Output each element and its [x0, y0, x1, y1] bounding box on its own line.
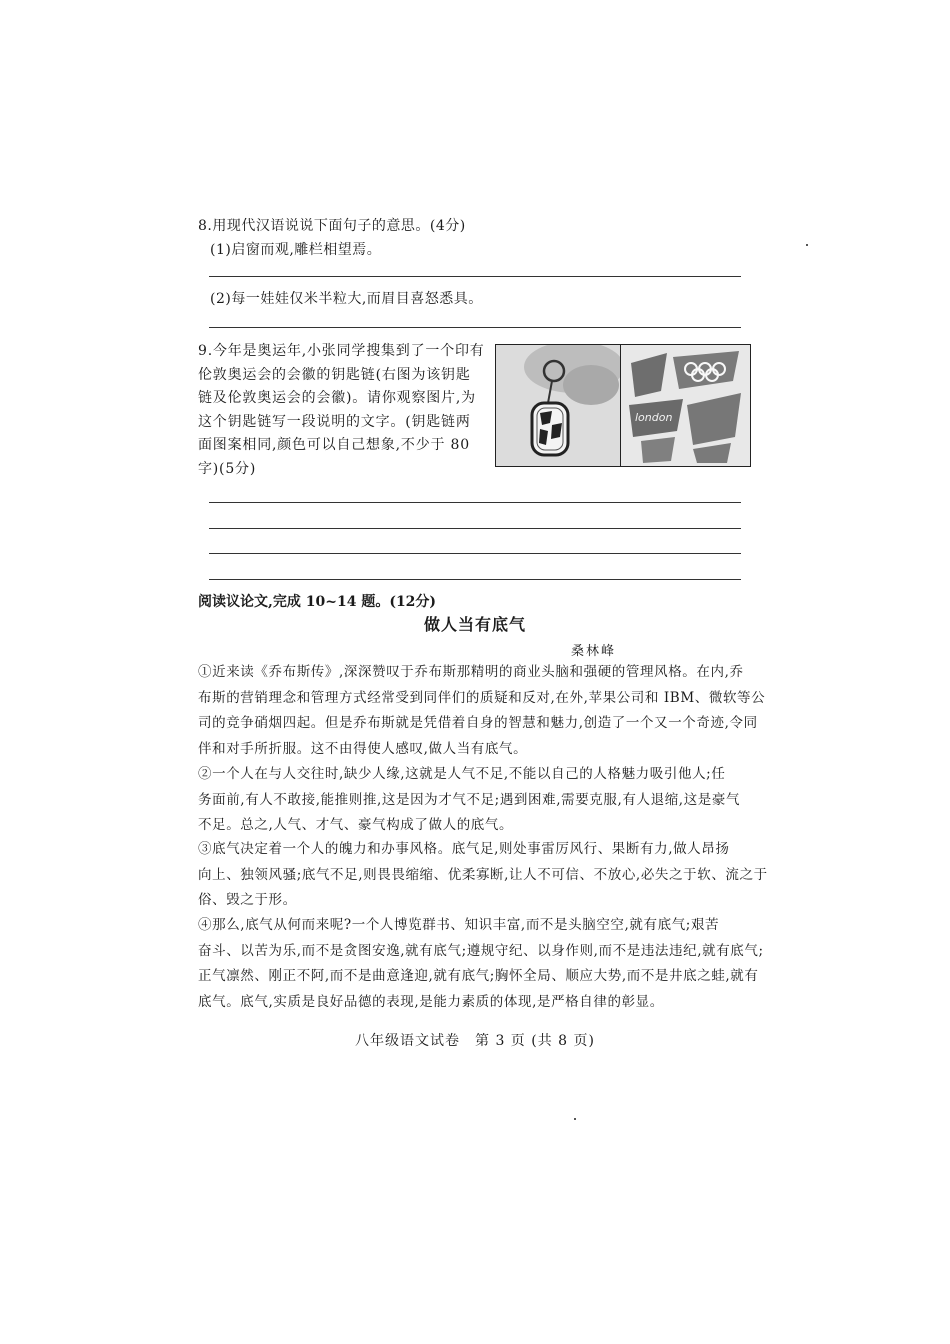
answer-line[interactable] [209, 327, 741, 328]
paragraph-line: 正气凛然、刚正不阿,而不是曲意逢迎,就有底气;胸怀全局、顺应大势,而不是井底之蛙,就有 [198, 968, 759, 984]
paragraph-2 [198, 762, 758, 839]
question-9-line: 链及伦敦奥运会的会徽)。请你观察图片,为 [198, 390, 476, 406]
paragraph-line: 底气。底气,实质是良好品德的表现,是能力素质的体现,是严格自律的彰显。 [198, 993, 664, 1010]
article-author: 桑林峰 [571, 644, 617, 659]
paragraph-4 [198, 913, 764, 1015]
scan-speck [574, 1118, 576, 1120]
question-9-line: 字)(5分) [198, 460, 257, 477]
page-footer: 八年级语文试卷 第 3 页 (共 8 页) [355, 1033, 595, 1049]
answer-line[interactable] [209, 528, 741, 529]
keychain-logo-figure [495, 344, 751, 467]
paragraph-1 [198, 660, 766, 762]
question-9-line: 伦敦奥运会的会徽的钥匙链(右图为该钥匙 [198, 366, 471, 383]
question-9-text [198, 340, 485, 481]
reading-section-heading: 阅读议论文,完成 10~14 题。(12分) [198, 594, 437, 610]
question-9-line: 这个钥匙链写一段说明的文字。(钥匙链两 [198, 413, 471, 430]
question-9-line: 面图案相同,颜色可以自己想象,不少于 80 [198, 437, 470, 453]
logo-text: london [635, 411, 673, 424]
paragraph-line: ②一个人在与人交往时,缺少人缘,这就是人气不足,不能以自己的人格魅力吸引他人;任 [198, 766, 726, 782]
paragraph-line: 布斯的营销理念和管理方式经常受到同伴们的质疑和反对,在外,苹果公司和 IBM、微软等公 [198, 689, 766, 706]
paragraph-line: ④那么,底气从何而来呢?一个人博览群书、知识丰富,而不是头脑空空,就有底气;艰苦 [198, 917, 720, 933]
paragraph-line: 俗、毁之于形。 [198, 892, 297, 908]
question-8-item-1: (1)启窗而观,雕栏相望焉。 [210, 242, 382, 258]
answer-line[interactable] [209, 502, 741, 503]
question-8-item-2: (2)每一娃娃仅米半粒大,而眉目喜怒悉具。 [210, 291, 483, 307]
paragraph-line: 奋斗、以苦为乐,而不是贪图安逸,就有底气;遵规守纪、以身作则,而不是违法违纪,就有底气; [198, 942, 764, 959]
article-title: 做人当有底气 [423, 615, 526, 634]
paragraph-line: 司的竞争硝烟四起。但是乔布斯就是凭借着自身的智慧和魅力,创造了一个又一个奇迹,令同 [198, 715, 758, 731]
question-8-heading: 8.用现代汉语说说下面句子的意思。(4分) [198, 218, 466, 234]
keychain-photo-icon [496, 345, 620, 466]
paragraph-line: 不足。总之,人气、才气、豪气构成了做人的底气。 [198, 817, 514, 833]
london-2012-logo-icon [621, 345, 750, 466]
paragraph-3 [198, 837, 768, 914]
paragraph-line: 向上、独领风骚;底气不足,则畏畏缩缩、优柔寡断,让人不可信、不放心,必失之于软、流之于 [198, 866, 768, 883]
answer-line[interactable] [209, 579, 741, 580]
question-9-line: 9.今年是奥运年,小张同学搜集到了一个印有 [198, 343, 485, 359]
paragraph-line: 务面前,有人不敢接,能推则推,这是因为才气不足;遇到困难,需要克服,有人退缩,这是豪气 [198, 791, 741, 808]
paragraph-line: ①近来读《乔布斯传》,深深赞叹于乔布斯那精明的商业头脑和强硬的管理风格。在内,乔 [198, 664, 744, 680]
answer-line[interactable] [209, 553, 741, 554]
answer-line[interactable] [209, 276, 741, 277]
scan-speck [806, 244, 808, 246]
paragraph-line: ③底气决定着一个人的魄力和办事风格。底气足,则处事雷厉风行、果断有力,做人昂扬 [198, 841, 730, 857]
paragraph-line: 伴和对手所折服。这不由得使人感叹,做人当有底气。 [198, 740, 528, 757]
